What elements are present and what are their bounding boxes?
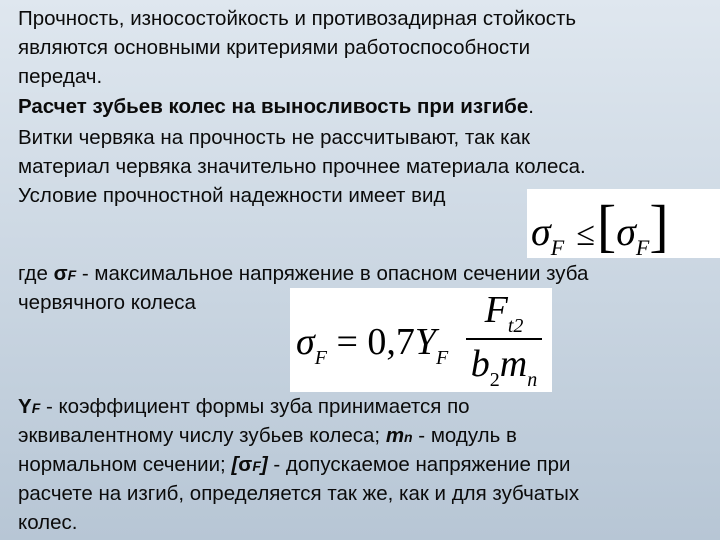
bracket: ] bbox=[260, 453, 268, 476]
subscript: t2 bbox=[507, 315, 524, 337]
definition-line bbox=[18, 422, 517, 451]
subscript: n bbox=[404, 429, 413, 445]
fraction-numerator bbox=[468, 288, 540, 338]
sigma-symbol: σ bbox=[296, 321, 315, 363]
paragraph-line: расчете на изгиб, определяется так же, как и для зубчатых bbox=[18, 482, 580, 505]
paragraph-line: Условие прочностной надежности имеет вид bbox=[18, 184, 446, 207]
sigma-symbol: σ bbox=[238, 453, 253, 476]
heading-bold: Расчет зубьев колес на выносливость при изгибе bbox=[18, 95, 529, 118]
subscript: F bbox=[31, 400, 41, 416]
paragraph-line: колес. bbox=[18, 511, 78, 534]
fraction-denominator bbox=[468, 342, 540, 392]
subscript: F bbox=[252, 458, 261, 474]
paragraph-line: Прочность, износостойкость и противозадирная стойкость bbox=[18, 7, 577, 30]
heading-line bbox=[18, 93, 534, 121]
text-fragment: - коэффициент формы зуба принимается по bbox=[40, 395, 470, 418]
text-fragment: нормальном сечении; bbox=[18, 453, 232, 476]
b-symbol: b bbox=[470, 343, 490, 385]
equals-coefficient: = 0,7 bbox=[336, 321, 415, 363]
m-symbol: m bbox=[499, 343, 528, 385]
left-bracket: [ bbox=[596, 193, 617, 258]
heading-tail: . bbox=[528, 95, 534, 118]
sigma-symbol: σ bbox=[616, 209, 636, 254]
definition-line bbox=[18, 260, 588, 289]
definition-line bbox=[18, 393, 470, 422]
text-fragment: - допускаемое напряжение при bbox=[267, 453, 571, 476]
y-symbol: Y bbox=[18, 395, 32, 418]
text-fragment: эквивалентному числу зубьев колеса; bbox=[18, 424, 386, 447]
text-fragment: где bbox=[18, 262, 54, 285]
text-fragment: - модуль в bbox=[412, 424, 517, 447]
paragraph-line: являются основными критериями работоспособности bbox=[18, 36, 531, 59]
subscript: F bbox=[635, 235, 650, 260]
text-fragment: - максимальное напряжение в опасном сечении зуба bbox=[76, 262, 589, 285]
y-symbol: Y bbox=[414, 321, 437, 363]
paragraph-line: червячного колеса bbox=[18, 291, 196, 314]
formula-bending-stress bbox=[290, 288, 552, 392]
formula-condition bbox=[527, 189, 720, 258]
leq-symbol: ≤ bbox=[576, 216, 595, 253]
paragraph-line: передач. bbox=[18, 65, 103, 88]
subscript: n bbox=[527, 369, 538, 391]
paragraph-line: Витки червяка на прочность не рассчитывают, так как bbox=[18, 126, 530, 149]
fraction-bar bbox=[466, 338, 542, 340]
subscript: F bbox=[550, 235, 565, 260]
paragraph-line: материал червяка значительно прочнее материала колеса. bbox=[18, 155, 586, 178]
subscript: F bbox=[67, 267, 77, 283]
subscript: 2 bbox=[489, 369, 500, 391]
subscript: F bbox=[436, 347, 449, 369]
m-symbol: m bbox=[385, 424, 405, 447]
bracket: [ bbox=[231, 453, 239, 476]
sigma-symbol: σ bbox=[531, 209, 551, 254]
definition-line bbox=[18, 451, 571, 480]
f-symbol: F bbox=[484, 289, 508, 331]
subscript: F bbox=[314, 347, 327, 369]
right-bracket: ] bbox=[649, 193, 669, 258]
sigma-symbol: σ bbox=[53, 262, 68, 285]
